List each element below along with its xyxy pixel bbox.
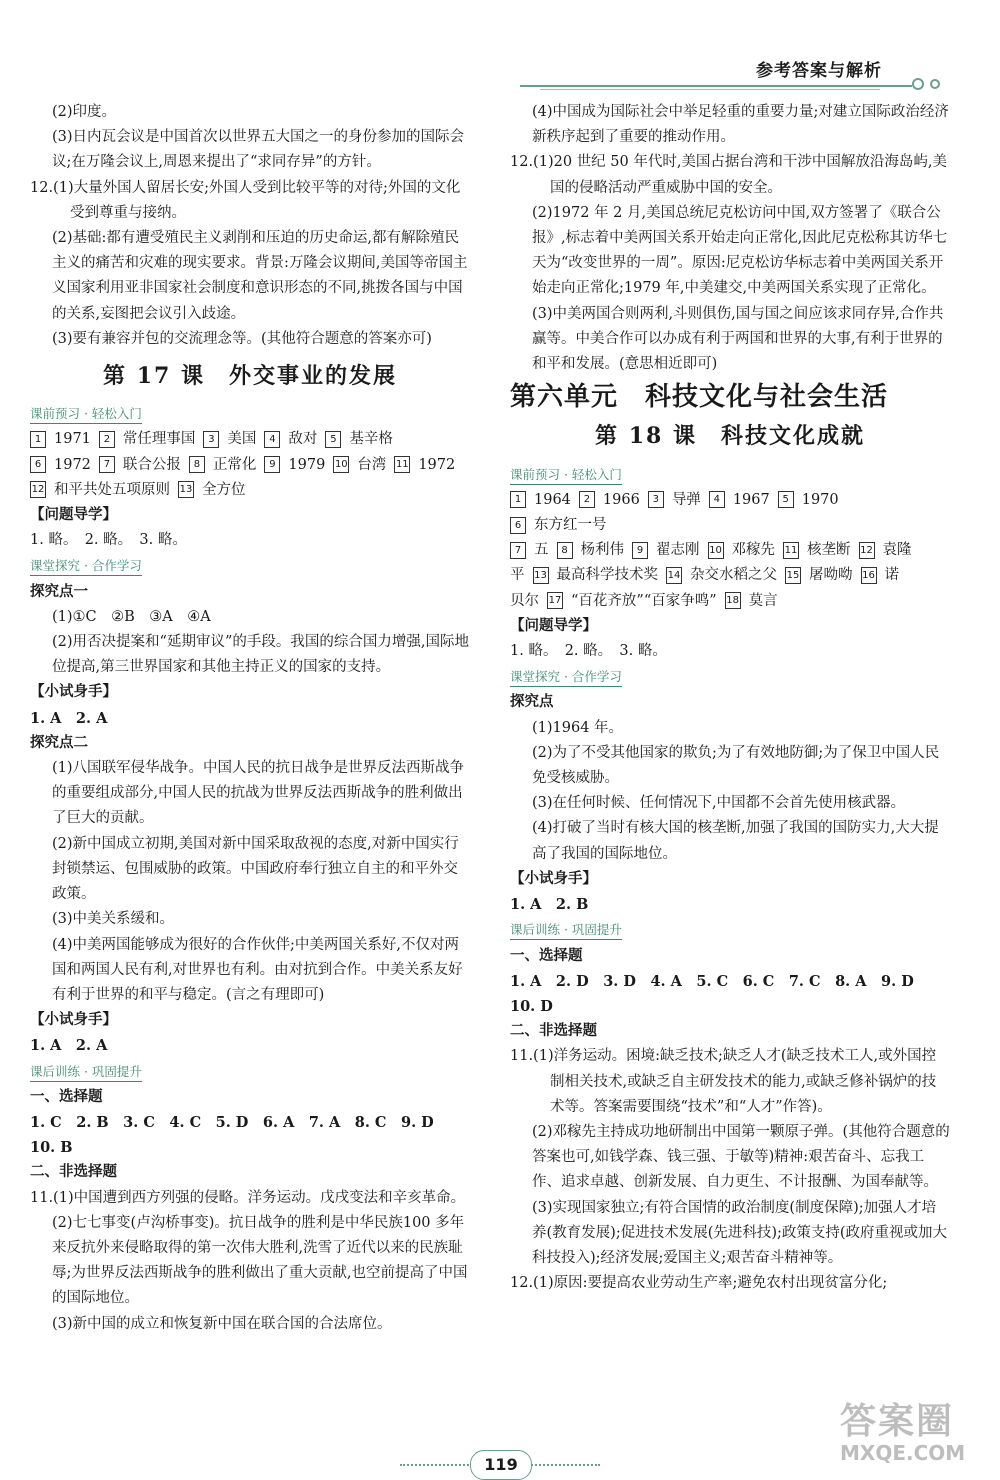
preview-item (533, 567, 659, 583)
preview-item (510, 567, 525, 583)
preview-line (510, 488, 950, 538)
preview-item (264, 431, 317, 447)
preview-line (30, 478, 470, 503)
lesson-title: 第 17 课 外交事业的发展 (103, 363, 397, 390)
preview-item-text: 基辛格 (349, 431, 393, 448)
number-box: 13 (533, 567, 549, 584)
wenti-answers: 1. 略。 2. 略。 3. 略。 (510, 643, 667, 660)
answer-line: (3)新中国的成立和恢复新中国在联合国的合法席位。 (52, 1315, 392, 1332)
section-choice-heading: 一、选择题 (510, 947, 583, 964)
number-box: 9 (264, 456, 280, 473)
preview-answers (30, 427, 470, 503)
number-box: 12 (30, 481, 46, 498)
lesson-title: 第 18 课 科技文化成就 (595, 423, 865, 450)
preview-item-text: 1971 (54, 431, 91, 448)
section-bar-preview: 课前预习 · 轻松入门 (30, 405, 142, 424)
number-box: 2 (99, 431, 115, 448)
preview-answers (510, 488, 950, 614)
preview-item-text: 五 (534, 542, 549, 559)
number-box: 5 (325, 431, 341, 448)
preview-item-text: 1967 (732, 491, 770, 508)
section-bar-class: 课堂探究 · 合作学习 (510, 668, 622, 687)
answer-line: 12.(1)原因:要提高农业劳动生产率;避免农村出现贫富分化; (510, 1275, 888, 1292)
number-box: 4 (709, 491, 725, 508)
answer-line: (4)中美两国能够成为很好的合作伙伴;中美两国关系好,不仅对两国和两国人民有利,对世界也有利。由对抗到合作。中美关系友好有利于世界的和平与稳定。(言之有理即可) (52, 936, 463, 1003)
preview-item-text: 导弹 (671, 491, 701, 508)
preview-item (264, 457, 325, 473)
section-bar-class: 课堂探究 · 合作学习 (30, 557, 142, 576)
answer-line: (3)中美两国合则两利,斗则俱伤,国与国之间应该求同存异,合作共赢等。中美合作可以办成有利于两国和世界的大事,有利于世界的和平和发展。(意思相近即可) (532, 305, 944, 373)
preview-item (99, 457, 181, 473)
answer-line: (3)日内瓦会议是中国首次以世界五大国之一的身份参加的国际会议;在万隆会议上,周恩来提出了“求同存异”的方针。 (52, 129, 465, 171)
preview-item (30, 457, 91, 473)
answer-line: (3)实现国家独立;有符合国情的政治制度(制度保障);加强人才培养(教育发展);促进技术发展(先进科技);政策支持(政府重视或加大科技投入);经济发展;爱国主义;艰苦奋斗精神等。 (532, 1199, 948, 1266)
preview-item (557, 542, 625, 558)
number-box: 7 (510, 542, 526, 559)
number-box: 14 (666, 567, 682, 584)
preview-line (30, 453, 470, 478)
number-box: 10 (333, 456, 349, 473)
answer-line: (3)在任何时候、任何情况下,中国都不会首先使用核武器。 (532, 795, 906, 812)
number-box: 1 (30, 431, 46, 448)
answer-line: (4)中国成为国际社会中举足轻重的重要力量;对建立国际政治经济新秩序起到了重要的推动作用。 (532, 104, 949, 146)
answer-line: 11.(1)中国遭到西方列强的侵略。洋务运动。戊戌变法和辛亥革命。 (30, 1189, 466, 1206)
section-nonchoice-heading: 二、非选择题 (30, 1164, 117, 1181)
answer-line: (2)新中国成立初期,美国对新中国采取敌视的态度,对新中国实行封锁禁运、包围威胁的政策。中国政府奉行独立自主的和平外交政策。 (52, 835, 459, 903)
left-column (30, 100, 470, 1337)
preview-item-text: 全方位 (202, 481, 246, 498)
wenti-heading: 【问题导学】 (30, 507, 117, 524)
xiaoshi-answers: 1. A 2. B (510, 896, 589, 914)
xiaoshi-heading: 【小试身手】 (510, 870, 597, 887)
preview-item-text: 袁隆 (882, 542, 912, 559)
answer-line: (2)邓稼先主持成功地研制出中国第一颗原子弹。(其他符合题意的答案也可,如钱学森、钱三强、于敏等)精神:艰苦奋斗、忘我工作、追求卓越、创新发展、自力更生、不计报酬、为国奉献等。 (532, 1123, 950, 1191)
number-box: 11 (783, 542, 799, 559)
number-box: 11 (394, 456, 410, 473)
preview-item-text: 联合公报 (122, 456, 181, 473)
xiaoshi-heading: 【小试身手】 (30, 1012, 117, 1029)
preview-item (859, 542, 912, 558)
watermark-logo (840, 1402, 990, 1472)
number-box: 13 (178, 481, 194, 498)
number-box: 1 (510, 491, 526, 508)
preview-item (99, 431, 196, 447)
answer-line: (2)印度。 (52, 104, 117, 120)
number-box: 12 (859, 542, 875, 559)
number-box: 10 (708, 542, 724, 559)
choice-answers: 1. C 2. B 3. C 4. C 5. D 6. A 7. A 8. C 9. D 10. B (30, 1113, 449, 1157)
number-box: 8 (557, 542, 573, 559)
preview-item (709, 492, 770, 508)
header-circle-icon (912, 78, 924, 90)
wenti-heading: 【问题导学】 (510, 617, 597, 634)
xiaoshi-answers: 1. A 2. A (30, 709, 108, 727)
preview-item-text: 常任理事国 (122, 431, 196, 448)
number-box: 6 (30, 456, 46, 473)
preview-item-text: 莫言 (748, 592, 778, 609)
section-bar-after: 课后训练 · 巩固提升 (30, 1063, 142, 1082)
preview-item (30, 431, 91, 447)
number-box: 17 (547, 592, 563, 609)
watermark-url: MXQE.COM (840, 1441, 966, 1465)
header-title: 参考答案与解析 (756, 61, 882, 81)
preview-line (30, 427, 470, 452)
answer-line: (2)用否决提案和“延期审议”的手段。我国的综合国力增强,国际地位提高,第三世界国家和其他主持正义的国家的支持。 (52, 634, 469, 676)
preview-line (510, 563, 950, 588)
preview-item-text: 翟志刚 (656, 542, 700, 559)
section-nonchoice-heading: 二、非选择题 (510, 1023, 597, 1040)
preview-item-text: 杨利伟 (580, 542, 624, 559)
number-box: 5 (778, 491, 794, 508)
preview-item-text: 1972 (418, 456, 456, 473)
answer-line: (2)基础:都有遭受殖民主义剥削和压迫的历史命运,都有解除殖民主义的痛苦和灾难的现实要求。背景:万隆会议期间,美国等帝国主义国家利用亚非国家社会制度和意识形态的不同,挑拨各国与中国的关系,妄图把会议引入歧途。 (52, 230, 468, 322)
section-bar-preview: 课前预习 · 轻松入门 (510, 466, 622, 485)
preview-item-text: 台湾 (357, 456, 387, 473)
number-box: 3 (203, 431, 219, 448)
tanjiu-heading: 探究点一 (30, 583, 88, 600)
answer-line: (2)七七事变(卢沟桥事变)。抗日战争的胜利是中华民族100 多年来反抗外来侵略取得的第一次伟大胜利,洗雪了近代以来的民族耻辱;为世界反法西斯战争的胜利做出了重大贡献,也空前提高了中国的国际地位。 (52, 1214, 468, 1307)
preview-item-text: 1970 (801, 491, 839, 508)
answer-line: 12.(1)大量外国人留居长安;外国人受到比较平等的对待;外国的文化受到尊重与接纳。 (30, 179, 461, 221)
xiaoshi-heading: 【小试身手】 (30, 684, 117, 701)
preview-item (648, 492, 701, 508)
number-box: 6 (510, 517, 526, 534)
preview-item-text: 1966 (602, 491, 640, 508)
answer-line: 12.(1)20 世纪 50 年代时,美国占据台湾和干涉中国解放沿海岛屿,美国的侵略活动严重威胁中国的安全。 (510, 154, 948, 196)
tanjiu-heading: 探究点 (510, 694, 554, 711)
preview-item (778, 492, 839, 508)
watermark-text: 答案圈 (840, 1401, 955, 1442)
wenti-answers: 1. 略。 2. 略。 3. 略。 (30, 532, 187, 549)
header-rule-thin (540, 89, 880, 90)
header-circle-icon (930, 79, 940, 89)
preview-item-text: 美国 (227, 431, 257, 448)
preview-item (189, 457, 257, 473)
number-box: 16 (861, 567, 877, 584)
number-box: 7 (99, 456, 115, 473)
preview-item (725, 593, 778, 609)
answer-line: (1)1964 年。 (532, 719, 624, 736)
preview-item-text: 邓稼先 (731, 542, 775, 559)
page-header (520, 52, 940, 92)
preview-item-text: 1964 (534, 491, 571, 508)
number-box: 18 (725, 592, 741, 609)
preview-item (510, 593, 539, 609)
preview-item-text: 和平共处五项原则 (54, 481, 170, 498)
preview-item-text: 平 (510, 567, 525, 584)
section-choice-heading: 一、选择题 (30, 1088, 103, 1105)
number-box: 8 (189, 456, 205, 473)
preview-item-text: 东方红一号 (534, 517, 607, 534)
preview-item (579, 492, 640, 508)
preview-item (333, 457, 386, 473)
preview-item (547, 593, 717, 609)
preview-item-text: 杂交水稻之父 (690, 567, 777, 584)
answer-line: (3)要有兼容并包的交流理念等。(其他符合题意的答案亦可) (52, 330, 432, 347)
preview-item (861, 567, 900, 583)
unit-title: 第六单元 科技文化与社会生活 (510, 382, 889, 413)
page-number: 119 (470, 1450, 532, 1480)
preview-line (510, 538, 950, 563)
answer-line: (2)1972 年 2 月,美国总统尼克松访问中国,双方签署了《联合公报》,标志着中美两国关系开始走向正常化,因此尼克松称其访华七天为“改变世界的一周”。原因:尼克松访华标志着中美两国关系开始走向正常化;1979 年,中美建交,中美两国关系实现了正常化。 (532, 204, 948, 297)
number-box: 4 (264, 431, 280, 448)
preview-item-text: 最高科学技术奖 (556, 567, 658, 584)
preview-item (30, 482, 170, 498)
preview-item-text: “百花齐放”“百家争鸣” (571, 592, 717, 609)
preview-item (666, 567, 777, 583)
number-box: 2 (579, 491, 595, 508)
right-column (510, 100, 950, 1296)
choice-answers: 1. A 2. D 3. D 4. A 5. C 6. C 7. C 8. A 9. D 10. D (510, 972, 929, 1015)
preview-item-text: 诺 (884, 567, 899, 584)
preview-item-text: 1972 (54, 456, 91, 473)
preview-item (510, 517, 607, 533)
number-box: 9 (632, 542, 648, 559)
preview-item (785, 567, 853, 583)
preview-item (510, 542, 549, 558)
preview-item-text: 贝尔 (510, 592, 539, 609)
preview-item (325, 431, 393, 447)
preview-line (510, 589, 950, 614)
preview-item (783, 542, 851, 558)
answer-line: (3)中美关系缓和。 (52, 911, 175, 928)
answer-line: (4)打破了当时有核大国的核垄断,加强了我国的国防实力,大大提高了我国的国际地位。 (532, 820, 939, 862)
preview-item-text: 敌对 (288, 431, 318, 448)
xiaoshi-answers: 1. A 2. A (30, 1037, 108, 1055)
preview-item (178, 482, 246, 498)
preview-item (708, 542, 776, 558)
answer-line: (1)八国联军侵华战争。中国人民的抗日战争是世界反法西斯战争的重要组成部分,中国人民的抗战为世界反法西斯战争的胜利做出了巨大的贡献。 (52, 760, 465, 827)
header-rule (520, 85, 912, 87)
preview-item (632, 542, 700, 558)
tanjiu-heading: 探究点二 (30, 734, 88, 751)
preview-item (394, 457, 455, 473)
preview-item-text: 屠呦呦 (809, 567, 853, 584)
answer-line: 11.(1)洋务运动。困境:缺乏技术;缺乏人才(缺乏技术工人,或外国控制相关技术,或缺乏自主研发技术的能力,或缺乏修补锅炉的技术等。答案需要围绕“技术”和“人才”作答)。 (510, 1048, 937, 1115)
number-box: 3 (648, 491, 664, 508)
preview-item-text: 1979 (288, 456, 326, 473)
preview-item-text: 正常化 (212, 456, 257, 473)
preview-item (510, 492, 571, 508)
number-box: 15 (785, 567, 801, 584)
section-bar-after: 课后训练 · 巩固提升 (510, 921, 622, 940)
answer-line: (1)①C ②B ③A ④A (52, 608, 211, 625)
answer-line: (2)为了不受其他国家的欺负;为了有效地防御;为了保卫中国人民免受核威胁。 (532, 744, 940, 787)
preview-item (203, 431, 256, 447)
preview-item-text: 核垄断 (807, 542, 851, 559)
